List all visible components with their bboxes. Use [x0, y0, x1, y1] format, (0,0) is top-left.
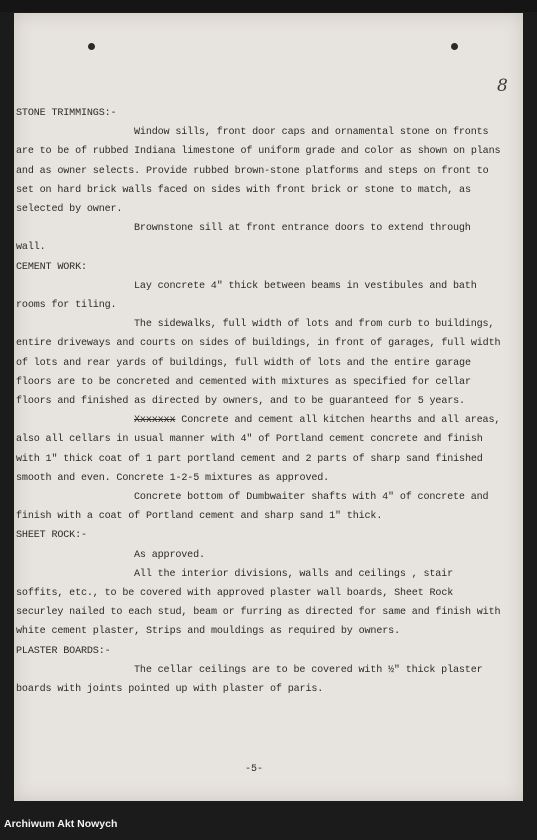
section-heading-stone-trimmings: STONE TRIMMINGS:-: [16, 108, 117, 119]
paragraph-cement-work-3-text: Concrete and cement all kitchen hearths and all areas, also all cellars in usual manner with 4" of Portland cement concrete and finish with 1" thick coat of 1 part portland cement and 2 parts of sharp sand finished smooth and even. Concrete 1-2-5 mixtures as approved.: [16, 415, 501, 484]
paragraph-stone-trimmings-2: Brownstone sill at front entrance doors to extend through wall.: [16, 223, 471, 254]
handwritten-page-mark: 8: [497, 76, 508, 96]
punch-hole-left: [88, 43, 95, 50]
paragraph-cement-work-1: Lay concrete 4" thick between beams in vestibules and bath rooms for tiling.: [16, 280, 477, 312]
paragraph-cement-work-4: Concrete bottom of Dumbwaiter shafts with 4" of concrete and finish with a coat of Portland cement and sharp sand 1" thick.: [16, 492, 489, 523]
typed-body: [16, 104, 506, 699]
paragraph-cement-work-3: [16, 411, 506, 488]
paragraph-sheet-rock-2: All the interior divisions, walls and ceilings , stair soffits, etc., to be covered with approved plaster wall boards, Sheet Rock securley nailed to each stud, beam or furring as directed for same and finish with white cement plaster, Strips and mouldings as required by owners.: [16, 568, 501, 638]
section-heading-cement-work: CEMENT WORK:: [16, 261, 87, 273]
paragraph-cement-work-2: The sidewalks, full width of lots and from curb to buildings, entire driveways and courts on sides of buildings, in front of garages, full width of lots and rear yards of buildings, full width of lots and the entire garage floors are to be concreted and cemented with mixtures as specified for cellar floors and finished as directed by owners, and to be guaranteed for 5 years.: [16, 319, 501, 408]
section-heading-sheet-rock: SHEET ROCK:-: [16, 530, 87, 542]
section-heading-plaster-boards: PLASTER BOARDS:-: [16, 645, 111, 657]
paragraph-sheet-rock-1: As approved.: [134, 549, 205, 561]
archive-label: Archiwum Akt Nowych: [4, 818, 118, 830]
scan-top-border: [0, 0, 537, 12]
struck-out-word: Xxxxxxx: [134, 415, 176, 427]
paragraph-plaster-boards-1: The cellar ceilings are to be covered with ½" thick plaster boards with joints pointed up with plaster of paris.: [16, 664, 483, 696]
paragraph-stone-trimmings-1: Window sills, front door caps and ornamental stone on fronts are to be of rubbed Indiana limestone of uniform grade and color as shown on plans and as owner selects. Provide rubbed brown-stone platforms and steps on front to set on hard brick walls faced on sides with front brick or stone to match, as selected by owner.: [16, 127, 501, 216]
page-number: -5-: [245, 764, 264, 775]
punch-hole-right: [451, 43, 458, 50]
